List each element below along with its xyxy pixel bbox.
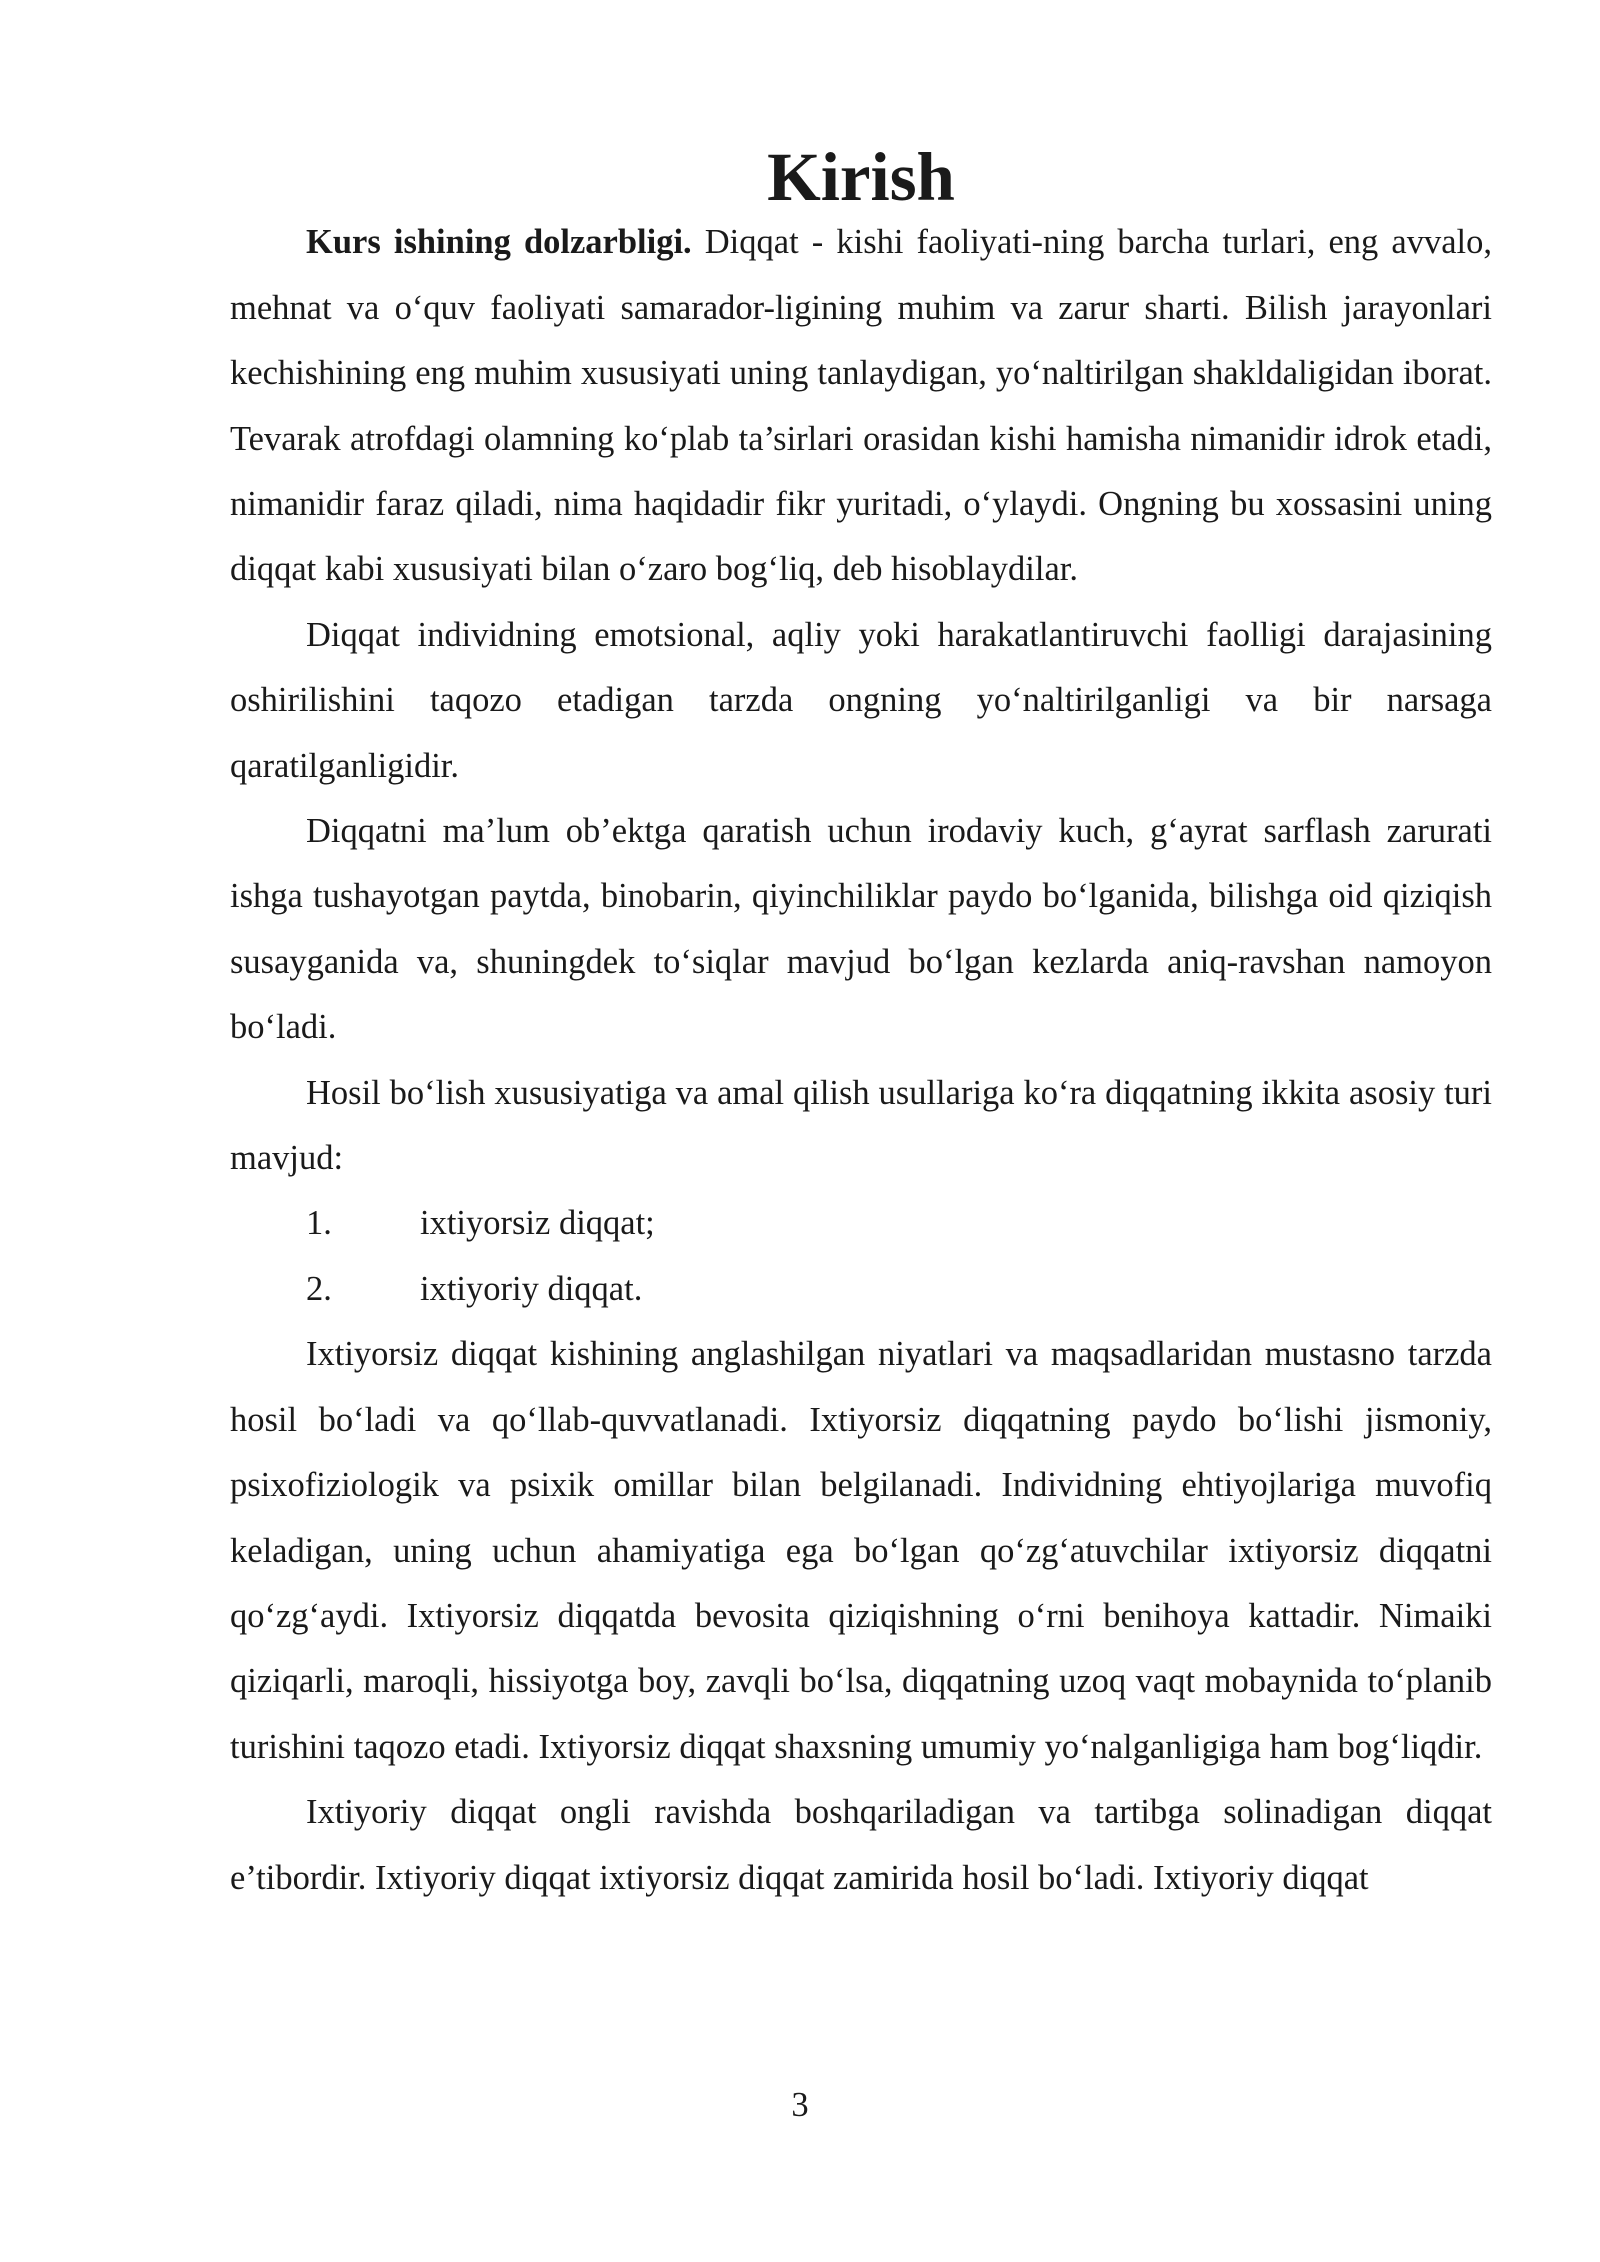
body-paragraph: Diqqatni ma’lum ob’ektga qaratish uchun irodaviy kuch, g‘ayrat sarflash zarurati ishga tushayotgan paytda, binobarin, qiyinchiliklar paydo bo‘lganida, bilishga oid qiziqish susayganida va, shuningdek to‘siqlar mavjud bo‘lgan kezlarda aniq-ravshan namoyon bo‘ladi. <box>230 812 1492 1047</box>
list-item <box>230 1191 1492 1256</box>
list-item-text: ixtiyoriy diqqat. <box>420 1269 643 1308</box>
list-item-text: ixtiyorsiz diqqat; <box>420 1204 655 1243</box>
document-page <box>230 139 1492 1911</box>
intro-text: Diqqat - kishi faoliyati-ning barcha turlari, eng avvalo, mehnat va o‘quv faoliyati samarador-ligining muhim va zarur sharti. Bilish jarayonlari kechishining eng muhim xususiyati uning tanlaydigan, yo‘naltirilgan shakldaligidan iborat. Tevarak atrofdagi olamning ko‘plab ta’sirlari orasidan kishi hamisha nimanidir idrok etadi, nimanidir faraz qiladi, nima haqidadir fikr yuritadi, o‘ylaydi. Ongning bu xossasini uning diqqat kabi xususiyati bilan o‘zaro bog‘liq, deb hisoblaydilar. <box>230 223 1492 589</box>
body-paragraph: Hosil bo‘lish xususiyatiga va amal qilish usullariga ko‘ra diqqatning ikkita asosiy turi mavjud: <box>230 1073 1492 1178</box>
page-heading: Kirish <box>767 139 955 215</box>
list-item-number: 1. <box>306 1204 332 1243</box>
intro-paragraph <box>230 210 1492 602</box>
types-list <box>230 1191 1492 1322</box>
body-paragraph: Ixtiyorsiz diqqat kishining anglashilgan niyatlari va maqsadlaridan mustasno tarzda hosil bo‘ladi va qo‘llab-quvvatlanadi. Ixtiyorsiz diqqatning paydo bo‘lishi jismoniy, psixofiziologik va psixik omillar bilan belgilanadi. Individning ehtiyojlariga muvofiq keladigan, uning uchun ahamiyatiga ega bo‘lgan qo‘zg‘atuvchilar ixtiyorsiz diqqatni qo‘zg‘aydi. Ixtiyorsiz diqqatda bevosita qiziqishning o‘rni benihoya kattadir. Nimaiki qiziqarli, maroqli, hissiyotga boy, zavqli bo‘lsa, diqqatning uzoq vaqt mobaynida to‘planib turishini taqozo etadi. Ixtiyorsiz diqqat shaxsning umumiy yo‘nalganligiga ham bog‘liqdir. <box>230 1335 1492 1766</box>
intro-lead: Kurs ishining dolzarbligi. <box>306 223 692 262</box>
page-number: 3 <box>791 2086 809 2124</box>
list-item-number: 2. <box>306 1269 332 1308</box>
body-paragraph: Diqqat individning emotsional, aqliy yoki harakatlantiruvchi faolligi darajasining oshirilishini taqozo etadigan tarzda ongning yo‘naltirilganligi va bir narsaga qaratilganligidir. <box>230 615 1492 785</box>
body-paragraph: Ixtiyoriy diqqat ongli ravishda boshqariladigan va tartibga solinadigan diqqat e’tibordir. Ixtiyoriy diqqat ixtiyorsiz diqqat zamirida hosil bo‘ladi. Ixtiyoriy diqqat <box>230 1793 1492 1897</box>
list-item <box>230 1257 1492 1322</box>
